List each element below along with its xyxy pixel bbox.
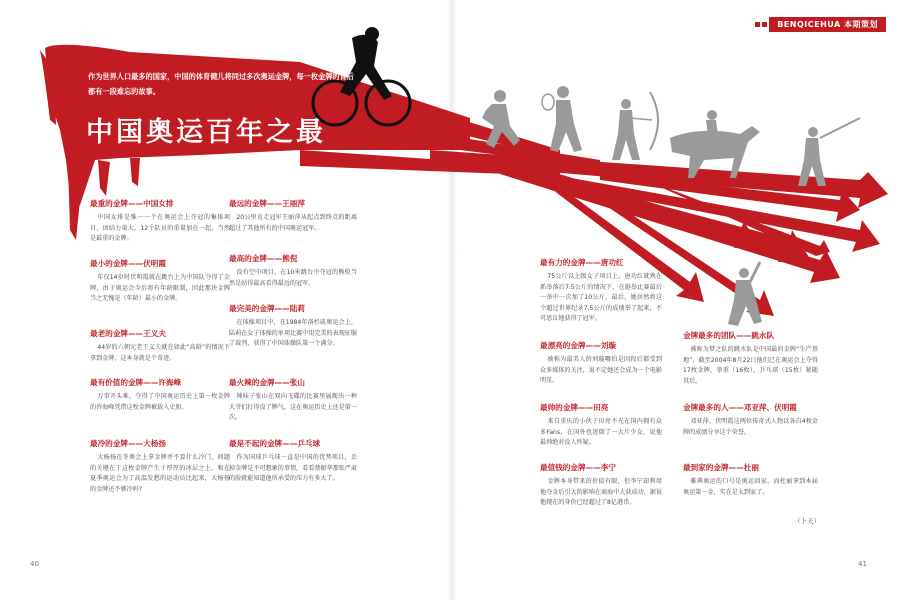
- record-entry: [90, 438, 230, 495]
- entry-body: 大杨扬在冬奥会上拿金牌并不算什么冷门，问题的关键在于这枚金牌产生于厚厚的冰层之上，和在夏季奥运会为了高温发愁的运动员比起来，大杨扬的金牌还不够冷吗?: [90, 454, 230, 493]
- record-entry: [90, 198, 230, 245]
- entry-title: 最高的金牌——熊倪: [229, 254, 298, 263]
- section-label: BENQICEHUA 本期策划: [769, 17, 886, 32]
- entry-title: 最有价值的金牌——许海峰: [90, 378, 182, 387]
- entry-body: 雅典奥运的口号是奥运回家，而杜丽拿到本届奥运第一金，实在是太到家了。: [683, 478, 818, 496]
- entry-body: 金牌本身带来的价值有限，但李宁却利用他夺金后引大的影响在商海中大获成功，据说他现在的身价已经超过了8亿港币。: [540, 478, 662, 507]
- record-entry: [229, 377, 357, 424]
- entry-body: 中国女排是惟一一个在奥运会上夺冠的集体项目，团结力量大，12个队员的重量加在一起，当然是最重的金牌。: [90, 214, 230, 243]
- entry-title: 最到家的金牌——杜丽: [683, 463, 759, 472]
- section-header-tag: [755, 17, 886, 32]
- entry-body: 在体操项目中，在1984年洛杉矶奥运会上，陆莉在女子体操的单项比赛中用完美的表现征服了裁判，获得了中国体操队第一个满分。: [229, 319, 357, 348]
- page-title: 中国奥运百年之最: [86, 117, 326, 148]
- record-entry: [90, 328, 230, 364]
- record-entry: [90, 377, 230, 413]
- record-entry: [683, 330, 818, 387]
- record-entry: [229, 198, 357, 234]
- entry-body: 20公里竞走冠军王丽萍从起点到终点的距离超过了其他所有的中国奥运冠军。: [229, 214, 357, 232]
- entry-title: 最帅的金牌——田亮: [540, 403, 609, 412]
- entry-title: 金牌最多的人——邓亚萍、伏明霞: [683, 403, 797, 412]
- entry-body: 被称为梦之队的跳水队是中国最的金牌“生产基地”，截至2004年8月22日他们已在奥运会上夺得17枚金牌，举重（16枚），乒乓球（15枚）紧随其后。: [683, 346, 818, 385]
- entry-body: 年仅14岁时伏明霞就在跳台上为中国队夺得了金牌，由于奥运会今后将有年龄限制，因此那块金牌当之无愧是（年龄）最小的金牌。: [90, 274, 230, 303]
- entry-body: 没有空中项目，在10米跳台中夺冠的熊倪当然是站得最高看得最远的冠军。: [229, 269, 357, 287]
- entry-title: 金牌最多的团队——跳水队: [683, 331, 775, 340]
- entry-title: 最是不起的金牌——乒乓球: [229, 439, 321, 448]
- entry-title: 最远的金牌——王丽萍: [229, 199, 305, 208]
- record-entry: [540, 402, 662, 449]
- entry-title: 最漂亮的金牌——刘璇: [540, 341, 616, 350]
- entry-title: 最完美的金牌——陆莉: [229, 304, 305, 313]
- record-entry: [540, 462, 662, 509]
- batter-silhouette: [798, 118, 860, 186]
- entry-body: 44岁的六朝元老王义夫就在如此“高龄”的情况下拿到金牌，这本身就是个奇迹。: [90, 344, 230, 362]
- page-number-right: 41: [858, 560, 867, 568]
- record-entry: [90, 258, 230, 305]
- record-entry: [540, 257, 662, 325]
- tennis-player-silhouette: [542, 86, 582, 152]
- record-entry: [229, 303, 357, 350]
- entry-body: 邓亚萍、伏明霞这两位传奇式人物以各自4枚金牌的成绩分享这个荣誉。: [683, 418, 818, 436]
- volleyball-player-silhouette: [728, 262, 762, 326]
- entry-body: 辣妹子张山在双向飞碟的比赛里展现出一种大爷们打得没了脾气，这在奥运历史上还是第一次。: [229, 393, 357, 422]
- entry-title: 最有力的金牌——唐功红: [540, 258, 624, 267]
- entry-body: 作为国球乒乓球一直是中国的优势项目，丢掉金牌是不可想象的事情，看看蔡振华那张严肃的脸就能知道他所承受的压力有多大了。: [229, 454, 357, 483]
- header-square-icon: [762, 22, 767, 27]
- entry-title: 最老的金牌——王义夫: [90, 329, 166, 338]
- record-entry: [229, 253, 357, 289]
- author-credit: （卜天）: [794, 517, 820, 525]
- entry-title: 最值钱的金牌——李宁: [540, 463, 616, 472]
- entry-title: 最重的金牌——中国女排: [90, 199, 174, 208]
- entry-body: 75公斤以上级女子项目上，唐功红就熟在抓举落后7.5公斤的情况下，在挺举比赛最后一举中一次加了10公斤，最后，她居然将这个超过世界纪录7.5公斤的成绩举了起来，不可思议地获得了冠军。: [540, 273, 662, 323]
- page-number-left: 40: [30, 560, 39, 568]
- entry-title: 最冷的金牌——大杨扬: [90, 439, 166, 448]
- record-entry: [229, 438, 357, 485]
- entry-body: 被称为最美人的刘璇哪怕是因段后都受到众多媒体的关注，说不定她还会成为一个电影明星。: [540, 356, 662, 385]
- entry-body: 来自重庆的小伙子田亮不光在国内拥有众多Fans，在国外也迷倒了一大片少女，说他最帅绝对没人怀疑。: [540, 418, 662, 447]
- entry-body: 万事开头难，夺得了中国奥运历史上第一枚金牌的许海峰凭借这枚金牌被载入史册。: [90, 393, 230, 411]
- entry-title: 最火辣的金牌——张山: [229, 378, 305, 387]
- record-entry: [683, 462, 818, 498]
- record-entry: [540, 340, 662, 387]
- record-entry: [683, 402, 818, 438]
- entry-title: 最小的金牌——伏明霞: [90, 259, 166, 268]
- header-square-icon: [755, 22, 760, 27]
- intro-text: 作为世界人口最多的国家，中国的体育健儿将同过多次奥运金牌，每一枚金牌的背后都有一段难忘的故事。: [88, 72, 354, 96]
- archer-silhouette: [612, 92, 658, 160]
